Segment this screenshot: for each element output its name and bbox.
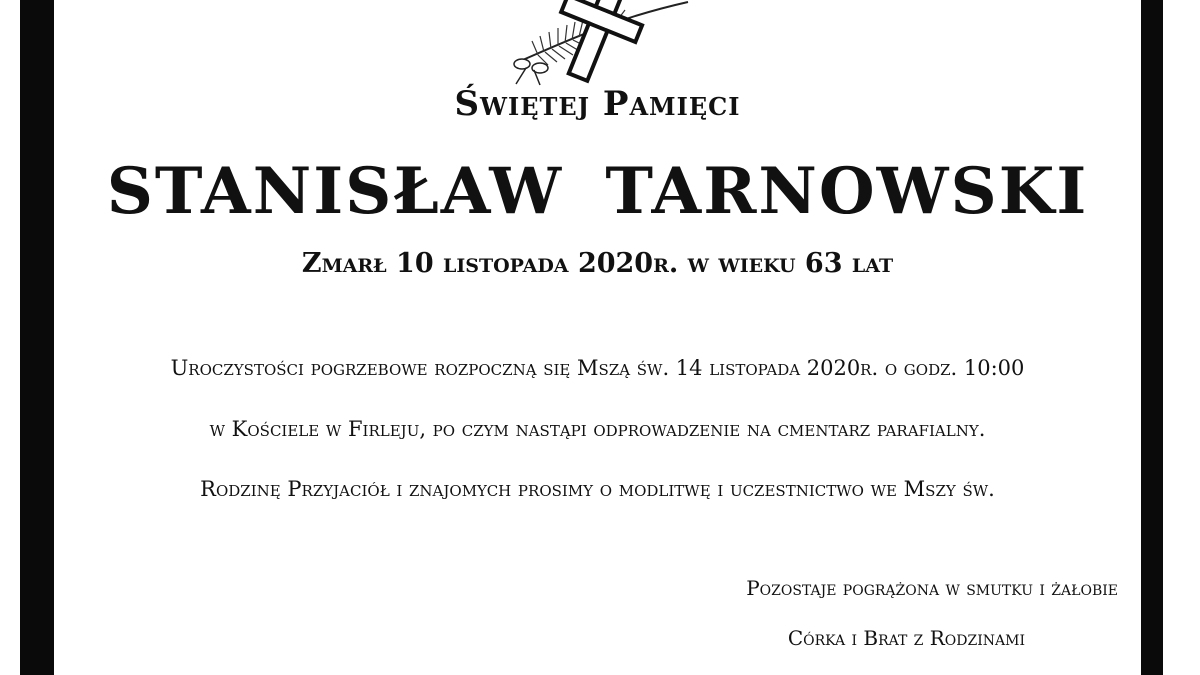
mourning-line: Pozostaje pogrążona w smutku i żałobie [746, 576, 1118, 600]
funeral-details-line-2: w Kościele w Firleju, po czym nastąpi odprowadzenie na cmentarz parafialny. [209, 417, 986, 441]
funeral-details-line-1: Uroczystości pogrzebowe rozpoczną się Mszą św. 14 listopada 2020r. o godz. 10:00 [170, 356, 1025, 380]
family-signature: Córka i Brat z Rodzinami [787, 626, 1025, 650]
funeral-details-line-3: Rodzinę Przyjaciół i znajomych prosimy o modlitwę i uczestnictwo we Mszy św. [200, 477, 995, 501]
mourning-border-right [1141, 0, 1163, 675]
cross-with-palm-icon [498, 0, 698, 90]
heading-in-memory: Świętej Pamięci [454, 84, 741, 124]
mourning-border-left [20, 0, 54, 675]
death-date-line: Zmarł 10 listopada 2020r. w wieku 63 lat [301, 248, 894, 279]
deceased-name: STANISŁAW TARNOWSKI [106, 154, 1089, 229]
